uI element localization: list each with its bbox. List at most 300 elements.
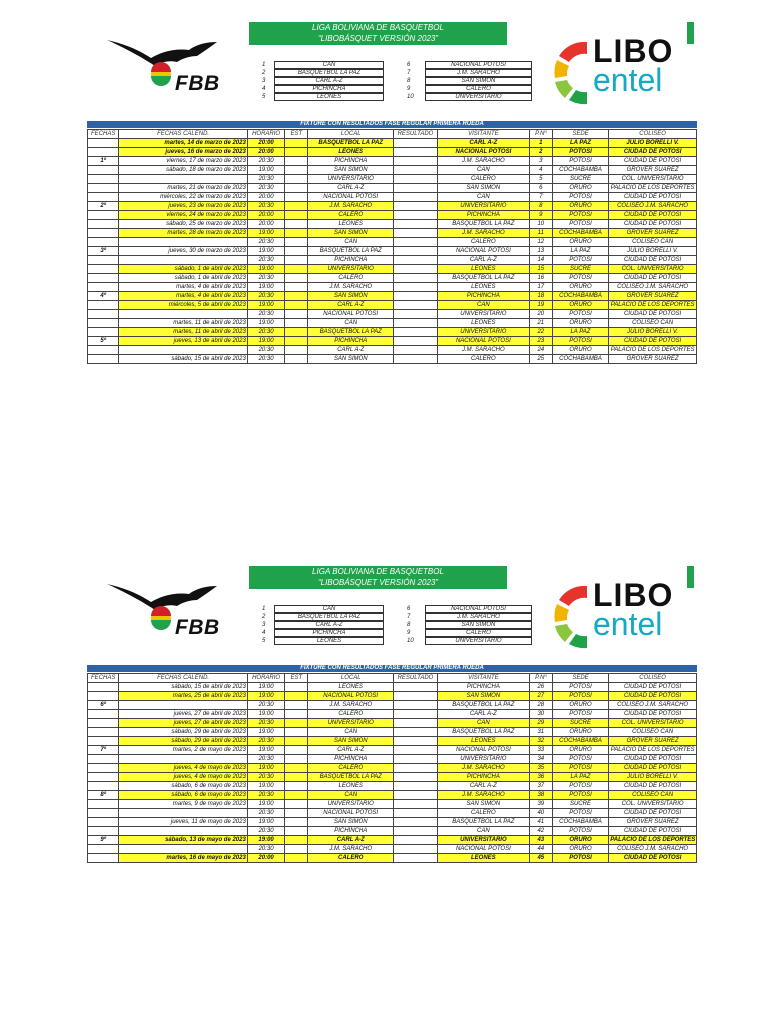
team-num: 9 <box>407 630 411 636</box>
date-cell: martes, 4 de abril de 2023 <box>119 292 247 301</box>
match-number-cell: 14 <box>529 256 552 265</box>
time-cell: 19:00 <box>247 746 285 755</box>
table-row <box>88 238 697 247</box>
fixture-sheet-1 <box>87 22 697 362</box>
team-name: LEONES <box>274 93 384 101</box>
venue-city-cell: POTOSI <box>552 692 608 701</box>
team-num: 4 <box>262 86 266 92</box>
venue-city-cell: POTOSI <box>552 782 608 791</box>
time-cell: 19:00 <box>247 337 285 346</box>
arena-cell: COL. UNIVERSITARIO <box>609 800 697 809</box>
arena-cell: CIUDAD DE POTOSI <box>609 764 697 773</box>
match-number-cell: 11 <box>529 229 552 238</box>
result-cell <box>394 301 438 310</box>
venue-city-cell: POTOSI <box>552 683 608 692</box>
result-cell <box>394 193 438 202</box>
visitor-team-cell: CAN <box>437 166 529 175</box>
date-cell <box>119 701 247 710</box>
est-cell <box>285 238 308 247</box>
visitor-team-cell: BASQUETBOL LA PAZ <box>437 274 529 283</box>
table-row <box>88 139 697 148</box>
date-cell: martes, 25 de abril de 2023 <box>119 692 247 701</box>
venue-city-cell: COCHABAMBA <box>552 166 608 175</box>
local-team-cell: J.M. SARACHO <box>308 701 394 710</box>
venue-city-cell: POTOSI <box>552 148 608 157</box>
fbb-logo-text: FBB <box>175 72 220 95</box>
team-num: 8 <box>407 622 411 628</box>
fecha-cell <box>88 692 119 701</box>
est-cell <box>285 791 308 800</box>
est-cell <box>285 256 308 265</box>
table-row <box>88 319 697 328</box>
local-team-cell: CARL A-Z <box>308 301 394 310</box>
time-cell: 20:30 <box>247 328 285 337</box>
arena-cell: COLISEO CAN <box>609 791 697 800</box>
date-cell: viernes, 17 de marzo de 2023 <box>119 157 247 166</box>
visitor-team-cell: PICHINCHA <box>437 292 529 301</box>
time-cell: 19:00 <box>247 319 285 328</box>
result-cell <box>394 220 438 229</box>
visitor-team-cell: LEONES <box>437 283 529 292</box>
date-cell <box>119 845 247 854</box>
result-cell <box>394 782 438 791</box>
fecha-cell: 3º <box>88 247 119 256</box>
est-cell <box>285 692 308 701</box>
local-team-cell: SAN SIMON <box>308 818 394 827</box>
date-cell: jueves, 23 de marzo de 2023 <box>119 202 247 211</box>
time-cell: 20:00 <box>247 854 285 863</box>
est-cell <box>285 710 308 719</box>
team-name: J.M. SARACHO <box>425 613 532 621</box>
venue-city-cell: POTOSI <box>552 157 608 166</box>
result-cell <box>394 256 438 265</box>
arena-cell: CIUDAD DE POTOSI <box>609 310 697 319</box>
match-number-cell: 13 <box>529 247 552 256</box>
date-cell <box>119 256 247 265</box>
venue-city-cell: POTOSI <box>552 274 608 283</box>
result-cell <box>394 292 438 301</box>
result-cell <box>394 229 438 238</box>
table-row <box>88 791 697 800</box>
est-cell <box>285 220 308 229</box>
est-cell <box>285 301 308 310</box>
est-cell <box>285 274 308 283</box>
date-cell: sábado, 29 de abril de 2023 <box>119 728 247 737</box>
venue-city-cell: POTOSI <box>552 310 608 319</box>
table-row <box>88 202 697 211</box>
time-cell: 19:00 <box>247 283 285 292</box>
visitor-team-cell: CALERO <box>437 809 529 818</box>
time-cell: 19:00 <box>247 265 285 274</box>
match-number-cell: 18 <box>529 292 552 301</box>
fecha-cell: 4º <box>88 292 119 301</box>
arena-cell: CIUDAD DE POTOSI <box>609 683 697 692</box>
result-cell <box>394 764 438 773</box>
col-header: LOCAL <box>308 130 394 139</box>
arena-cell: CIUDAD DE POTOSI <box>609 755 697 764</box>
est-cell <box>285 337 308 346</box>
match-number-cell: 42 <box>529 827 552 836</box>
arena-cell: CIUDAD DE POTOSI <box>609 220 697 229</box>
time-cell: 20:30 <box>247 184 285 193</box>
team-num: 5 <box>262 94 266 100</box>
arena-cell: CIUDAD DE POTOSI <box>609 274 697 283</box>
time-cell: 20:30 <box>247 719 285 728</box>
fecha-cell <box>88 256 119 265</box>
table-row <box>88 692 697 701</box>
est-cell <box>285 283 308 292</box>
fixture-sheet-2 <box>87 566 697 861</box>
venue-city-cell: SUCRE <box>552 719 608 728</box>
date-cell: martes, 21 de marzo de 2023 <box>119 184 247 193</box>
match-number-cell: 45 <box>529 854 552 863</box>
venue-city-cell: COCHABAMBA <box>552 292 608 301</box>
visitor-team-cell: CAN <box>437 827 529 836</box>
arena-cell: PALACIO DE LOS DEPORTES <box>610 347 695 353</box>
result-cell <box>394 148 438 157</box>
match-number-cell: 40 <box>529 809 552 818</box>
match-number-cell: 25 <box>529 355 552 364</box>
time-cell: 19:00 <box>247 301 285 310</box>
team-num: 6 <box>407 62 411 68</box>
venue-city-cell: ORURO <box>552 238 608 247</box>
league-title: LIGA BOLIVIANA DE BASQUETBOL <box>312 23 444 32</box>
result-cell <box>394 247 438 256</box>
est-cell <box>285 755 308 764</box>
match-number-cell: 15 <box>529 265 552 274</box>
result-cell <box>394 701 438 710</box>
time-cell: 20:30 <box>247 701 285 710</box>
team-name: BASQUETBOL LA PAZ <box>274 69 384 77</box>
date-cell: sábado, 13 de mayo de 2023 <box>119 836 247 845</box>
time-cell: 20:30 <box>247 238 285 247</box>
visitor-team-cell: CALERO <box>437 355 529 364</box>
team-name: CALERO <box>425 629 532 637</box>
table-row <box>88 283 697 292</box>
result-cell <box>394 728 438 737</box>
arena-cell: JULIO BORELLI V. <box>609 139 697 148</box>
date-cell: miércoles, 5 de abril de 2023 <box>119 301 247 310</box>
match-number-cell: 29 <box>529 719 552 728</box>
est-cell <box>285 328 308 337</box>
result-cell <box>394 202 438 211</box>
visitor-team-cell: UNIVERSITARIO <box>437 310 529 319</box>
result-cell <box>394 809 438 818</box>
local-team-cell: CARL A-Z <box>308 346 394 355</box>
arena-cell: GROVER SUAREZ <box>609 818 697 827</box>
local-team-cell: UNIVERSITARIO <box>308 719 394 728</box>
col-header: EST <box>285 674 308 683</box>
est-cell <box>285 854 308 863</box>
venue-city-cell: COCHABAMBA <box>552 818 608 827</box>
local-team-cell: SAN SIMON <box>308 355 394 364</box>
arena-cell: CIUDAD DE POTOSI <box>609 193 697 202</box>
match-number-cell: 32 <box>529 737 552 746</box>
est-cell <box>285 818 308 827</box>
est-cell <box>285 845 308 854</box>
col-header: EST <box>285 130 308 139</box>
est-cell <box>285 175 308 184</box>
arena-cell: GROVER SUAREZ <box>609 166 697 175</box>
team-num: 3 <box>262 622 266 628</box>
entel-logo-text: entel <box>593 62 663 98</box>
local-team-cell: BASQUETBOL LA PAZ <box>308 139 394 148</box>
est-cell <box>285 229 308 238</box>
time-cell: 20:30 <box>247 202 285 211</box>
team-name: UNIVERSITARIO <box>425 637 532 645</box>
result-cell <box>394 710 438 719</box>
local-team-cell: J.M. SARACHO <box>308 845 394 854</box>
time-cell: 20:30 <box>247 827 285 836</box>
est-cell <box>285 719 308 728</box>
time-cell: 19:00 <box>247 692 285 701</box>
arena-cell: COL. UNIVERSITARIO <box>609 719 697 728</box>
table-row <box>88 337 697 346</box>
venue-city-cell: ORURO <box>552 836 608 845</box>
match-number-cell: 41 <box>529 818 552 827</box>
time-cell: 20:30 <box>247 175 285 184</box>
result-cell <box>394 328 438 337</box>
est-cell <box>285 211 308 220</box>
fecha-cell <box>88 175 119 184</box>
table-row <box>88 211 697 220</box>
match-number-cell: 10 <box>529 220 552 229</box>
est-cell <box>285 764 308 773</box>
time-cell: 20:30 <box>247 791 285 800</box>
local-team-cell: NACIONAL POTOSI <box>308 193 394 202</box>
table-row <box>88 773 697 782</box>
team-num: 10 <box>407 638 414 644</box>
arena-cell: CIUDAD DE POTOSI <box>609 809 697 818</box>
time-cell: 20:30 <box>247 256 285 265</box>
result-cell <box>394 175 438 184</box>
time-cell: 19:00 <box>247 728 285 737</box>
venue-city-cell: SUCRE <box>552 175 608 184</box>
match-number-cell: 27 <box>529 692 552 701</box>
arena-cell: CIUDAD DE POTOSI <box>609 157 697 166</box>
match-number-cell: 4 <box>529 166 552 175</box>
arena-cell: CIUDAD DE POTOSI <box>609 256 697 265</box>
venue-city-cell: POTOSI <box>552 337 608 346</box>
result-cell <box>394 166 438 175</box>
match-number-cell: 16 <box>529 274 552 283</box>
visitor-team-cell: SAN SIMON <box>437 800 529 809</box>
date-cell: sábado, 18 de marzo de 2023 <box>119 166 247 175</box>
date-cell: jueves, 30 de marzo de 2023 <box>119 247 247 256</box>
table-row <box>88 184 697 193</box>
table-row <box>88 292 697 301</box>
fecha-cell <box>88 283 119 292</box>
arena-cell: COL. UNIVERSITARIO <box>609 175 697 184</box>
est-cell <box>285 202 308 211</box>
date-cell: sábado, 6 de mayo de 2023 <box>119 791 247 800</box>
date-cell: sábado, 15 de abril de 2023 <box>119 683 247 692</box>
fixture-title: FIXTURE CON RESULTADOS FASE REGULAR PRIMERA RUEDA <box>87 665 697 672</box>
arena-cell: PALACIO DE LOS DEPORTES <box>610 302 695 308</box>
local-team-cell: LEONES <box>308 220 394 229</box>
date-cell <box>119 809 247 818</box>
visitor-team-cell: SAN SIMON <box>437 692 529 701</box>
table-row <box>88 247 697 256</box>
table-row <box>88 310 697 319</box>
local-team-cell: UNIVERSITARIO <box>308 175 394 184</box>
result-cell <box>394 755 438 764</box>
match-number-cell: 23 <box>529 337 552 346</box>
date-cell: martes, 11 de abril de 2023 <box>119 319 247 328</box>
table-row <box>88 701 697 710</box>
league-title: LIGA BOLIVIANA DE BASQUETBOL <box>312 567 444 576</box>
libo-entel-logo <box>547 566 697 646</box>
match-number-cell: 28 <box>529 701 552 710</box>
fixture-title: FIXTURE CON RESULTADOS FASE REGULAR PRIMERA RUEDA <box>87 121 697 128</box>
team-num: 9 <box>407 86 411 92</box>
team-name: PICHINCHA <box>274 85 384 93</box>
est-cell <box>285 310 308 319</box>
venue-city-cell: LA PAZ <box>552 773 608 782</box>
col-header: RESULTADO <box>394 130 438 139</box>
est-cell <box>285 809 308 818</box>
venue-city-cell: LA PAZ <box>552 247 608 256</box>
local-team-cell: BASQUETBOL LA PAZ <box>308 328 394 337</box>
team-num: 2 <box>262 614 266 620</box>
visitor-team-cell: J.M. SARACHO <box>437 229 529 238</box>
date-cell <box>119 827 247 836</box>
local-team-cell: CAN <box>308 319 394 328</box>
table-row <box>88 836 697 845</box>
table-row <box>88 719 697 728</box>
date-cell: martes, 11 de abril de 2023 <box>119 328 247 337</box>
basketball-segments-icon <box>547 32 593 112</box>
sheet-header <box>87 566 697 666</box>
arena-cell: PALACIO DE LOS DEPORTES <box>610 185 695 191</box>
fecha-cell <box>88 229 119 238</box>
date-cell: jueves, 27 de abril de 2023 <box>119 719 247 728</box>
est-cell <box>285 728 308 737</box>
venue-city-cell: POTOSI <box>552 710 608 719</box>
date-cell: sábado, 1 de abril de 2023 <box>119 265 247 274</box>
match-number-cell: 19 <box>529 301 552 310</box>
venue-city-cell: POTOSI <box>552 827 608 836</box>
table-row <box>88 845 697 854</box>
arena-cell: JULIO BORELLI V. <box>609 247 697 256</box>
team-num: 3 <box>262 78 266 84</box>
visitor-team-cell: CAN <box>437 193 529 202</box>
team-num: 10 <box>407 94 414 100</box>
fecha-cell <box>88 139 119 148</box>
time-cell: 19:00 <box>247 818 285 827</box>
fecha-cell <box>88 683 119 692</box>
local-team-cell: NACIONAL POTOSI <box>308 809 394 818</box>
local-team-cell: BASQUETBOL LA PAZ <box>308 247 394 256</box>
fecha-cell <box>88 809 119 818</box>
table-row <box>88 710 697 719</box>
visitor-team-cell: BASQUETBOL LA PAZ <box>437 818 529 827</box>
match-number-cell: 39 <box>529 800 552 809</box>
match-number-cell: 34 <box>529 755 552 764</box>
visitor-team-cell: NACIONAL POTOSI <box>437 247 529 256</box>
est-cell <box>285 193 308 202</box>
table-row <box>88 256 697 265</box>
col-header: P.Nº <box>529 674 552 683</box>
date-cell: jueves, 4 de mayo de 2023 <box>119 773 247 782</box>
match-number-cell: 36 <box>529 773 552 782</box>
est-cell <box>285 782 308 791</box>
result-cell <box>394 283 438 292</box>
col-header: HORARIO <box>247 130 285 139</box>
match-number-cell: 26 <box>529 683 552 692</box>
team-name: BASQUETBOL LA PAZ <box>274 613 384 621</box>
result-cell <box>394 310 438 319</box>
team-num: 7 <box>407 70 411 76</box>
arena-cell: GROVER SUAREZ <box>609 737 697 746</box>
fecha-cell: 6º <box>88 701 119 710</box>
date-cell: martes, 2 de mayo de 2023 <box>119 746 247 755</box>
fecha-cell <box>88 238 119 247</box>
date-cell: jueves, 27 de abril de 2023 <box>119 710 247 719</box>
result-cell <box>394 719 438 728</box>
venue-city-cell: POTOSI <box>552 791 608 800</box>
venue-city-cell: ORURO <box>552 202 608 211</box>
fecha-cell: 9º <box>88 836 119 845</box>
local-team-cell: UNIVERSITARIO <box>308 265 394 274</box>
arena-cell: COLISEO J.M. SARACHO <box>609 283 697 292</box>
visitor-team-cell: PICHINCHA <box>437 211 529 220</box>
time-cell: 20:30 <box>247 737 285 746</box>
table-header-row <box>88 130 697 139</box>
result-cell <box>394 139 438 148</box>
time-cell: 20:30 <box>247 310 285 319</box>
venue-city-cell: ORURO <box>552 319 608 328</box>
table-row <box>88 274 697 283</box>
venue-city-cell: ORURO <box>552 701 608 710</box>
est-cell <box>285 346 308 355</box>
time-cell: 20:30 <box>247 355 285 364</box>
local-team-cell: CALERO <box>308 854 394 863</box>
fecha-cell <box>88 346 119 355</box>
col-header: HORARIO <box>247 674 285 683</box>
arena-cell: CIUDAD DE POTOSI <box>609 211 697 220</box>
arena-cell: COLISEO J.M. SARACHO <box>609 701 697 710</box>
venue-city-cell: ORURO <box>552 301 608 310</box>
visitor-team-cell: CAN <box>437 301 529 310</box>
visitor-team-cell: BASQUETBOL LA PAZ <box>437 728 529 737</box>
col-header: SEDE <box>552 130 608 139</box>
table-row <box>88 764 697 773</box>
table-row <box>88 229 697 238</box>
local-team-cell: NACIONAL POTOSI <box>308 692 394 701</box>
visitor-team-cell: LEONES <box>437 265 529 274</box>
date-cell: miércoles, 22 de marzo de 2023 <box>119 193 247 202</box>
team-name: CARL A-Z <box>274 77 384 85</box>
fecha-cell <box>88 274 119 283</box>
visitor-team-cell: BASQUETBOL LA PAZ <box>437 220 529 229</box>
table-row <box>88 220 697 229</box>
local-team-cell: LEONES <box>308 782 394 791</box>
venue-city-cell: POTOSI <box>552 764 608 773</box>
venue-city-cell: LA PAZ <box>552 139 608 148</box>
local-team-cell: BASQUETBOL LA PAZ <box>308 773 394 782</box>
table-row <box>88 800 697 809</box>
date-cell: jueves, 4 de mayo de 2023 <box>119 764 247 773</box>
visitor-team-cell: BASQUETBOL LA PAZ <box>437 701 529 710</box>
team-name: PICHINCHA <box>274 629 384 637</box>
result-cell <box>394 157 438 166</box>
time-cell: 20:00 <box>247 193 285 202</box>
match-number-cell: 3 <box>529 157 552 166</box>
match-number-cell: 6 <box>529 184 552 193</box>
arena-cell: CIUDAD DE POTOSI <box>609 827 697 836</box>
arena-cell: GROVER SUAREZ <box>609 355 697 364</box>
